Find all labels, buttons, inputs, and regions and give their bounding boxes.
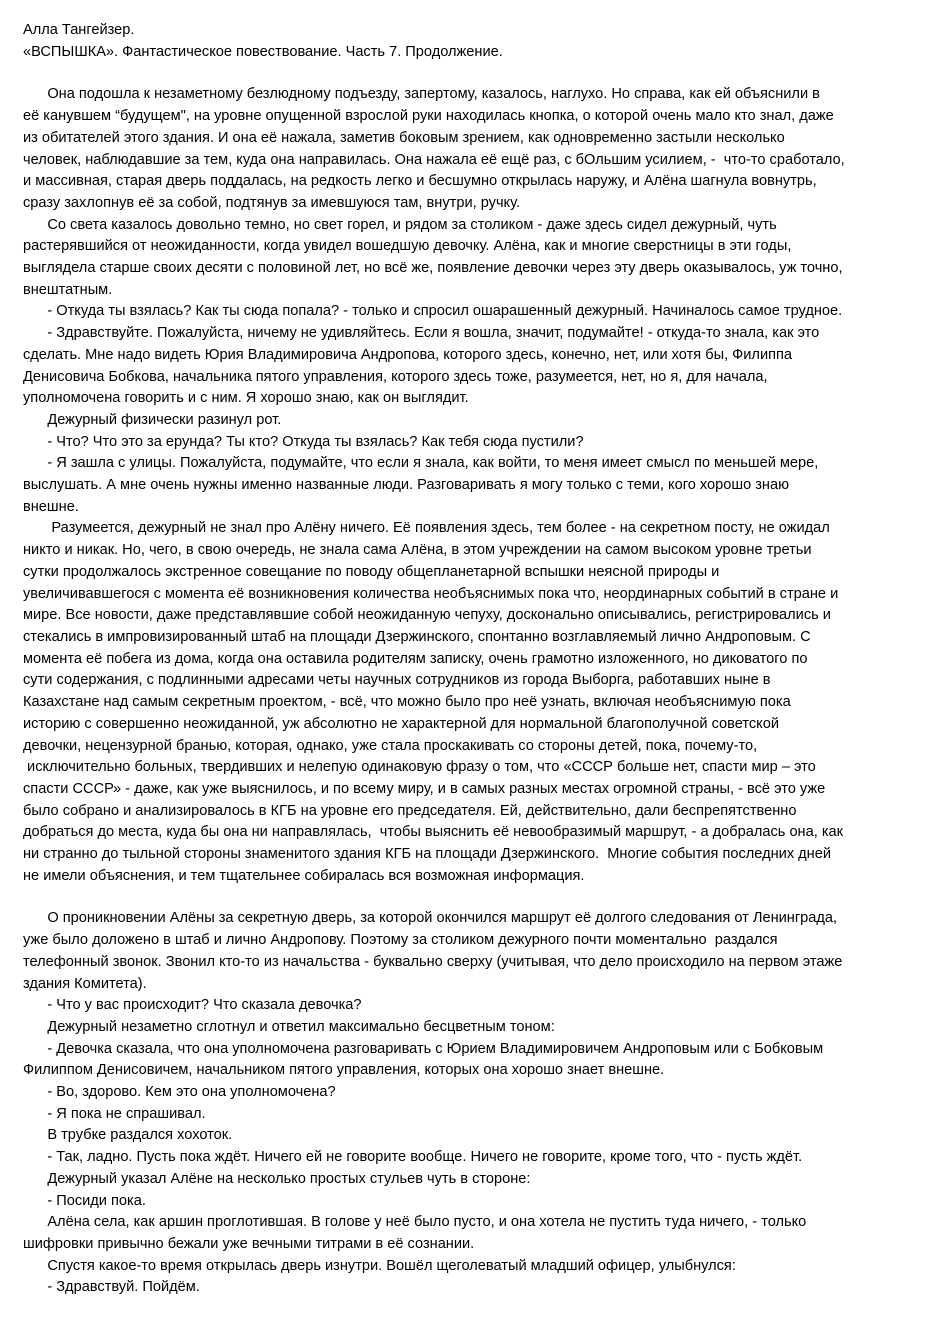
text-line: увеличивавшегося с момента её возникновения количества необъяснимых пока что, неординарных событий в стране и [23, 585, 839, 602]
text-line: стекались в импровизированный штаб на площади Дзержинского, спонтанно возглавляемый лично Андроповым. С [23, 628, 811, 645]
text-line: телефонный звонок. Звонил кто-то из начальства - буквально сверху (учитывая, что дело происходило на первом этаже [23, 953, 843, 970]
text-line: и массивная, старая дверь поддалась, на редкость легко и бесшумно открылась наружу, и Алёна шагнула вовнутрь, [23, 173, 817, 190]
text-line: момента её побега из дома, когда она оставила родителям записку, очень грамотно изложенного, но диковатого по [23, 650, 808, 667]
text-line: - Я зашла с улицы. Пожалуйста, подумайте, что если я знала, как войти, то меня имеет смысл по меньшей мере, [23, 455, 819, 472]
text-line: - Во, здорово. Кем это она уполномочена? [23, 1084, 336, 1101]
text-line: - Здравствуй. Пойдём. [23, 1279, 200, 1296]
text-line: В трубке раздался хохоток. [23, 1127, 233, 1144]
text-line: сделать. Мне надо видеть Юрия Владимировича Андропова, которого здесь, конечно, нет, или хотя бы, Филиппа [23, 346, 793, 363]
text-line: историю с совершенно неожиданной, уж абсолютно не характерной для нормальной благополучной советской [23, 715, 779, 732]
text-line: Алёна села, как аршин проглотившая. В голове у неё было пусто, и она хотела не пустить туда ничего, - только [23, 1214, 807, 1231]
text-line: было собрано и анализировалось в КГБ на уровне его председателя. Ей, действительно, дали беспрепятственно [23, 802, 797, 819]
text-line: спасти СССР» - даже, как уже выяснилось, и по всему миру, и в самых разных местах огромной страны, - всё это уже [23, 780, 826, 797]
text-line: - Я пока не спрашивал. [23, 1105, 206, 1122]
text-line: уполномочена говорить и с ним. Я хорошо знаю, как он выглядит. [23, 390, 469, 407]
text-line: - Что? Что это за ерунда? Ты кто? Откуда ты взялась? Как тебя сюда пустили? [23, 433, 584, 450]
text-line: Спустя какое-то время открылась дверь изнутри. Вошёл щеголеватый младший офицер, улыбнулся: [23, 1257, 736, 1274]
document-body [23, 63, 932, 1299]
text-line: шифровки привычно бежали уже вечными титрами в её сознании. [23, 1235, 475, 1252]
text-line: не имели объяснения, и тем тщательнее собиралась вся возможная информация. [23, 867, 585, 884]
text-line: здания Комитета). [23, 975, 147, 992]
text-line: - Откуда ты взялась? Как ты сюда попала? - только и спросил ошарашенный дежурный. Начиналось самое трудное. [23, 303, 843, 320]
text-line: внешне. [23, 498, 79, 515]
text-line: уже было доложено в штаб и лично Андропову. Поэтому за столиком дежурного почти моментально раздался [23, 932, 778, 949]
text-line: выслушать. А мне очень нужны именно названные люди. Разговаривать я могу только с теми, кого хорошо знаю [23, 477, 790, 494]
title-line: «ВСПЫШКА». Фантастическое повествование. Часть 7. Продолжение. [23, 43, 503, 60]
text-line: из обитателей этого здания. И она её нажала, заметив боковым зрением, как одновременно застыли несколько [23, 129, 785, 146]
text-line: Она подошла к незаметному безлюдному подъезду, запертому, казалось, наглухо. Но справа, как ей объяснили в [23, 86, 820, 103]
text-line: внештатным. [23, 281, 113, 298]
author-line: Алла Тангейзер. [23, 22, 135, 38]
text-line: человек, наблюдавшие за тем, куда она направилась. Она нажала её ещё раз, с бОльшим усилием, - что-то сработало, [23, 151, 845, 168]
text-line: - Так, ладно. Пусть пока ждёт. Ничего ей не говорите вообще. Ничего не говорите, кроме того, что - пусть ждёт. [23, 1149, 803, 1166]
text-line: - Что у вас происходит? Что сказала девочка? [23, 997, 362, 1014]
text-line: Денисовича Бобкова, начальника пятого управления, которого здесь тоже, разумеется, нет, но я, для начала, [23, 368, 768, 385]
text-line: никто и никак. Но, чего, в свою очередь, не знала сама Алёна, в этом учреждении на самом высоком уровне третьи [23, 542, 812, 559]
text-line: мире. Все новости, даже представлявшие собой неожиданную чепуху, досконально описывались, регистрировались и [23, 607, 831, 624]
text-line: Дежурный указал Алёне на несколько простых стульев чуть в стороне: [23, 1170, 531, 1187]
text-line: О проникновении Алёны за секретную дверь, за которой окончился маршрут её долгого следования от Ленинграда, [23, 910, 838, 927]
text-line: - Посиди пока. [23, 1192, 146, 1209]
text-line: сутки продолжалось экстренное совещание по поводу общепланетарной вспышки неясной природы и [23, 563, 720, 580]
text-line: Казахстане над самым секретным проектом, - всё, что можно было про неё узнать, включая необъяснимую пока [23, 694, 791, 711]
text-line: - Девочка сказала, что она уполномочена разговаривать с Юрием Владимировичем Андроповым или с Бобковым [23, 1040, 824, 1057]
text-line: сразу захлопнув её за собой, подтянув за имевшуюся там, внутри, ручку. [23, 194, 520, 211]
text-line: Дежурный незаметно сглотнул и ответил максимально бесцветным тоном: [23, 1018, 555, 1035]
text-line: - Здравствуйте. Пожалуйста, ничему не удивляйтесь. Если я вошла, значит, подумайте! - откуда-то знала, как это [23, 325, 820, 342]
text-line: её канувшем “будущем", на уровне опущенной взрослой руки находилась кнопка, о которой очень мало кто знал, даже [23, 108, 834, 125]
paragraph-gap [23, 887, 932, 908]
text-line: Филиппом Денисовичем, начальником пятого управления, которых она хорошо знает внешне. [23, 1062, 665, 1079]
text-line: ни странно до тыльной стороны знаменитого здания КГБ на площади Дзержинского. Многие события последних дней [23, 846, 832, 863]
text-line: исключительно больных, твердивших и нелепую одинаковую фразу о том, что «СССР больше нет, спасти мир – это [23, 759, 816, 776]
text-line: девочки, нецензурной бранью, которая, однако, уже стала проскакивать со стороны детей, пока, почему-то, [23, 737, 758, 754]
text-line: растерявшийся от неожиданности, когда увидел вошедшую девочку. Алёна, как и многие сверстницы в эти годы, [23, 238, 792, 255]
text-line: Со света казалось довольно темно, но свет горел, и рядом за столиком - даже здесь сидел дежурный, чуть [23, 216, 777, 233]
text-line: сути содержания, с подлинными адресами четы научных сотрудников из города Выборга, работавших ныне в [23, 672, 771, 689]
text-line: добраться до места, куда бы она ни направлялась, чтобы выяснить её невообразимый маршрут, - а добралась она, как [23, 824, 844, 841]
paragraph-gap [23, 63, 932, 84]
text-line: Разумеется, дежурный не знал про Алёну ничего. Её появления здесь, тем более - на секретном посту, не ожидал [23, 520, 830, 537]
text-line: Дежурный физически разинул рот. [23, 411, 282, 428]
text-line: выглядела старше своих десяти с половиной лет, но всё же, появление девочки через эту дверь оказывалось, уж точно, [23, 260, 843, 277]
